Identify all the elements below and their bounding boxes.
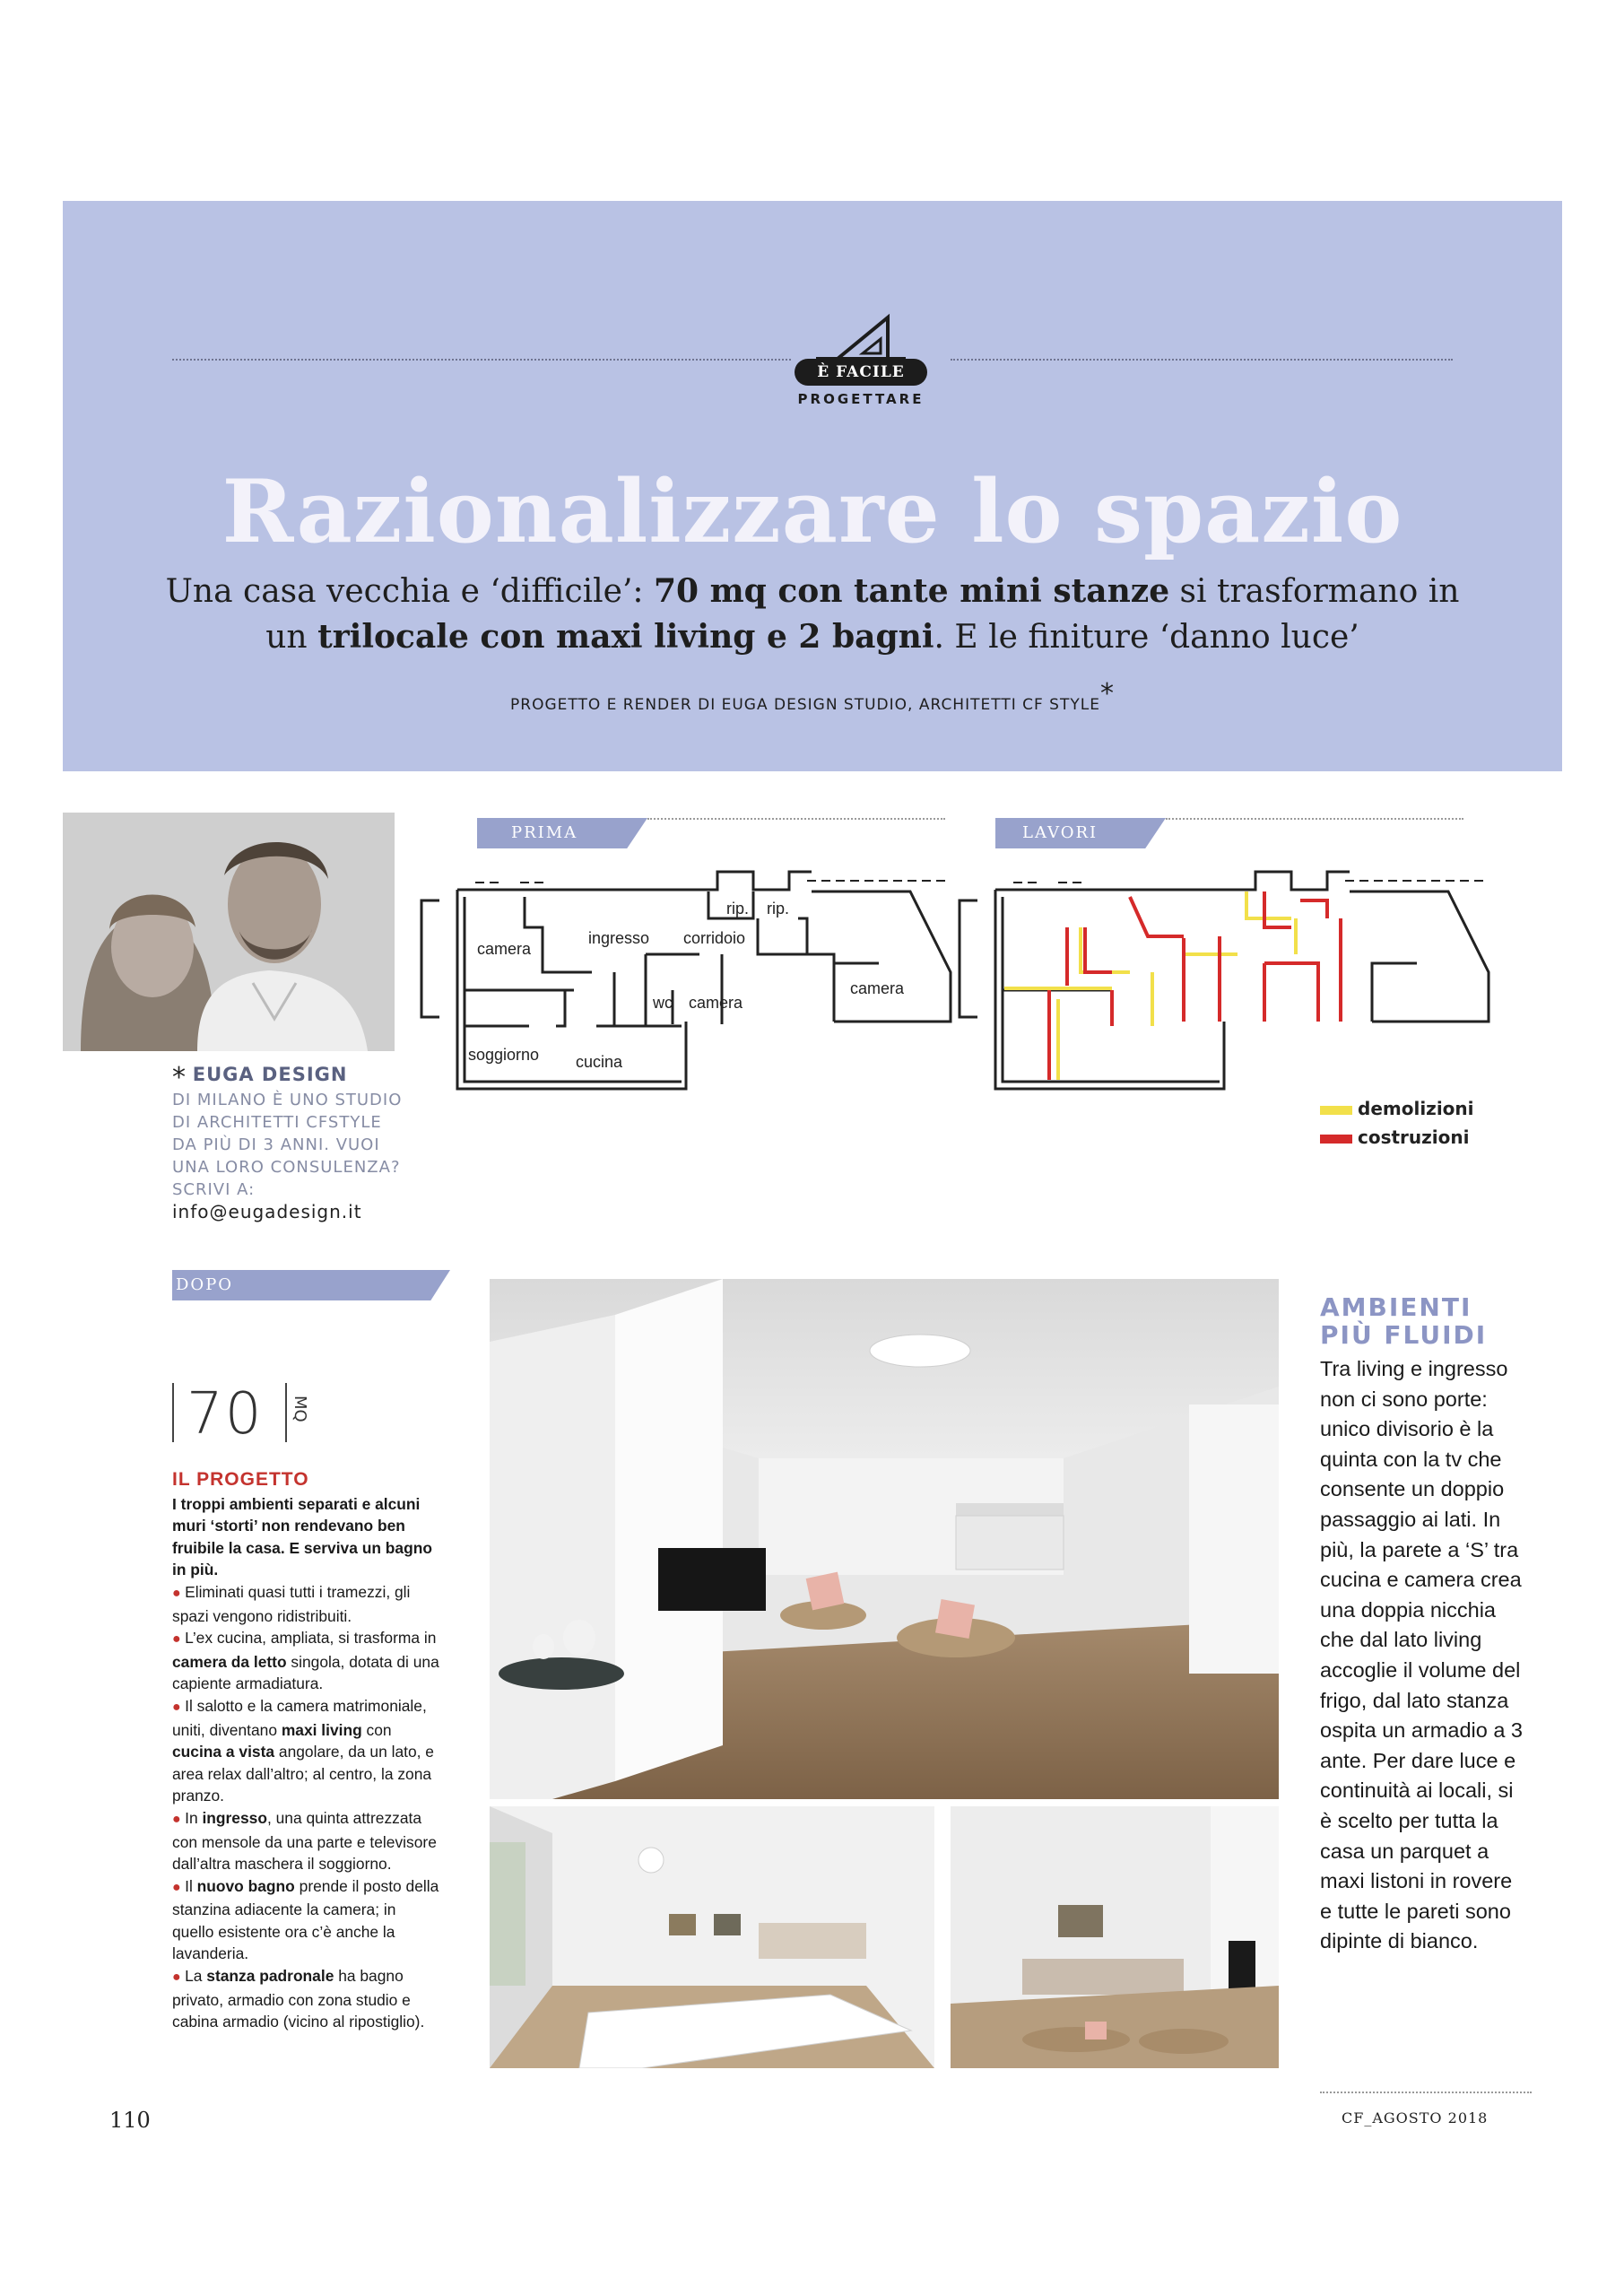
sidebar-heading <box>1320 1293 1526 1349</box>
lavori-tag-rule <box>1166 818 1463 820</box>
dining-view-image <box>490 1806 934 2068</box>
set-square-icon <box>780 309 942 362</box>
section-badge <box>780 309 942 407</box>
designer-info <box>172 1064 405 1224</box>
dopo-tag-label: DOPO <box>176 1275 234 1294</box>
body-text: singola, dotata di una capiente armadiatura. <box>172 1652 439 1693</box>
legend-label: costruzioni <box>1358 1126 1470 1148</box>
room-label: corridoio <box>683 929 746 947</box>
project-heading: IL PROGETTO <box>172 1469 309 1490</box>
project-body <box>172 1493 441 2033</box>
body-text: Eliminati quasi tutti i tramezzi, gli spazi vengono ridistribuiti. <box>172 1582 411 1625</box>
render-living-room <box>490 1279 1279 1799</box>
designers-portrait <box>63 813 395 1051</box>
emphasis-text: maxi living <box>281 1720 362 1739</box>
magazine-page <box>63 201 1562 2072</box>
designer-star: * <box>172 1062 187 1093</box>
project-bullet <box>172 1627 441 1695</box>
body-text: . <box>213 1561 219 1579</box>
credit-text: PROGETTO E RENDER DI EUGA DESIGN STUDIO, ARCHITETTI CF STYLE <box>510 696 1100 714</box>
body-text: I troppi ambienti separati e alcuni muri ‘storti’ non rendevano ben fruibile la casa. E serviva <box>172 1494 421 1557</box>
room-label: camera <box>689 994 743 1012</box>
project-bullet <box>172 1695 441 1807</box>
body-text: Il <box>185 1876 197 1895</box>
header-banner <box>63 201 1562 771</box>
article-subtitle <box>152 569 1472 660</box>
emphasis-text: camera da letto <box>172 1652 287 1671</box>
body-text: prende il posto della stanzina adiacente la camera; in quello esistente ora c’è anche la lavanderia. <box>172 1876 439 1963</box>
body-text: Una casa vecchia e ‘difficile’: <box>165 573 654 610</box>
living-room-image <box>490 1279 1279 1799</box>
legend-costruzioni <box>1320 1126 1470 1148</box>
designer-description: DI MILANO È UNO STUDIO DI ARCHITETTI CFSTYLE DA PIÙ DI 3 ANNI. VUOI UNA LORO CONSULENZA? SCRIVI A: <box>172 1091 403 1199</box>
body-text: , una quinta attrezzata con mensole da una parte e televisore dall’altra maschera il soggiorno. <box>172 1808 437 1874</box>
sidebar-heading-line1: AMBIENTI <box>1320 1292 1472 1322</box>
legend-swatch <box>1320 1106 1352 1115</box>
body-text: ha bagno privato, armadio con zona studio e cabina armadio (vicino al ripostiglio). <box>172 1967 425 2031</box>
body-text: con <box>361 1720 392 1739</box>
designer-name: EUGA DESIGN <box>192 1064 348 1085</box>
bullet-dot-icon: ● <box>172 1811 186 1827</box>
room-label: camera <box>477 940 532 958</box>
room-label: cucina <box>576 1053 623 1071</box>
page-number: 110 <box>109 2108 151 2133</box>
project-intro <box>172 1493 441 1581</box>
emphasis-text: trilocale con maxi living e 2 bagni <box>317 618 934 656</box>
project-bullet <box>172 1807 441 1875</box>
emphasis-text: ingresso <box>202 1808 267 1827</box>
room-label: wc <box>653 994 673 1012</box>
body-text: L’ex cucina, ampliata, si trasforma in <box>185 1629 437 1648</box>
legend-label: demolizioni <box>1358 1098 1474 1119</box>
render-dining-view <box>490 1806 934 2068</box>
room-label: rip. <box>767 900 790 918</box>
bullet-dot-icon: ● <box>172 1631 186 1648</box>
banner-rule-left <box>172 359 791 361</box>
body-text: In <box>185 1808 203 1827</box>
legend-demolizioni <box>1320 1098 1474 1119</box>
room-label: camera <box>850 979 905 997</box>
portrait-illustration <box>63 813 395 1051</box>
relax-area-image <box>951 1806 1279 2068</box>
room-label: soggiorno <box>468 1046 540 1064</box>
body-text: . E le finiture ‘danno luce’ <box>934 619 1359 656</box>
area-value: 70 <box>187 1381 264 1448</box>
bullet-dot-icon: ● <box>172 1699 186 1715</box>
article-credit <box>63 678 1562 714</box>
sidebar-box <box>1320 1293 1526 1957</box>
room-label: rip. <box>726 900 750 918</box>
emphasis-text: stanza padronale <box>206 1967 334 1986</box>
sidebar-body: Tra living e ingresso non ci sono porte: unico divisorio è la quinta con la tv che consente un doppio passaggio ai lati. In più, la parete a ‘S’ tra cucina e camera crea una doppia nicchia che dal lato living accoglie il volume del frigo, dal lato stanza ospita un armadio a 3 ante. Per dare luce e continuità ai locali, si è scelto per tutta la casa un parquet a maxi listoni in rovere e tutte le pareti sono dipinte di bianco. <box>1320 1357 1524 1953</box>
emphasis-text: un bagno in più <box>172 1538 432 1579</box>
emphasis-text: nuovo bagno <box>196 1876 295 1895</box>
body-text: angolare, da un lato, e area relax dall’altro; al centro, la zona pranzo. <box>172 1743 434 1805</box>
body-text: Il salotto e la camera matrimoniale, uniti, diventano <box>172 1696 427 1739</box>
credit-star: * <box>1099 678 1115 709</box>
prima-floor-plan <box>413 865 960 1107</box>
bullet-dot-icon: ● <box>172 1879 186 1895</box>
banner-rule-right <box>951 359 1453 361</box>
legend-swatch <box>1320 1135 1352 1144</box>
bullet-dot-icon: ● <box>172 1970 186 1986</box>
render-relax-area <box>951 1806 1279 2068</box>
area-unit: MQ <box>291 1396 309 1422</box>
lavori-floor-plan <box>951 865 1498 1107</box>
prima-tag-label: PRIMA <box>511 823 578 842</box>
body-text: si trasformano in un <box>265 573 1460 656</box>
article-title: Razionalizzare lo spazio <box>221 461 1403 562</box>
room-label: ingresso <box>588 929 650 947</box>
badge-sublabel: PROGETTARE <box>797 391 925 407</box>
magazine-issue: CF_AGOSTO 2018 <box>1342 2109 1489 2126</box>
lavori-tag-label: LAVORI <box>1022 823 1099 842</box>
sidebar-heading-line2: PIÙ FLUIDI <box>1320 1320 1488 1350</box>
project-bullet <box>172 1875 441 1965</box>
emphasis-text: cucina a vista <box>172 1743 275 1761</box>
emphasis-text: 70 mq con tante mini stanze <box>653 572 1170 610</box>
body-text: La <box>185 1967 207 1986</box>
prima-tag-rule <box>647 818 945 820</box>
badge-label: È FACILE <box>795 359 927 386</box>
project-bullet <box>172 1965 441 2033</box>
footer-rule <box>1320 2092 1532 2093</box>
project-bullet <box>172 1581 441 1627</box>
designer-email[interactable]: info@eugadesign.it <box>172 1201 362 1222</box>
bullet-dot-icon: ● <box>172 1585 186 1601</box>
project-description <box>172 1469 441 2033</box>
